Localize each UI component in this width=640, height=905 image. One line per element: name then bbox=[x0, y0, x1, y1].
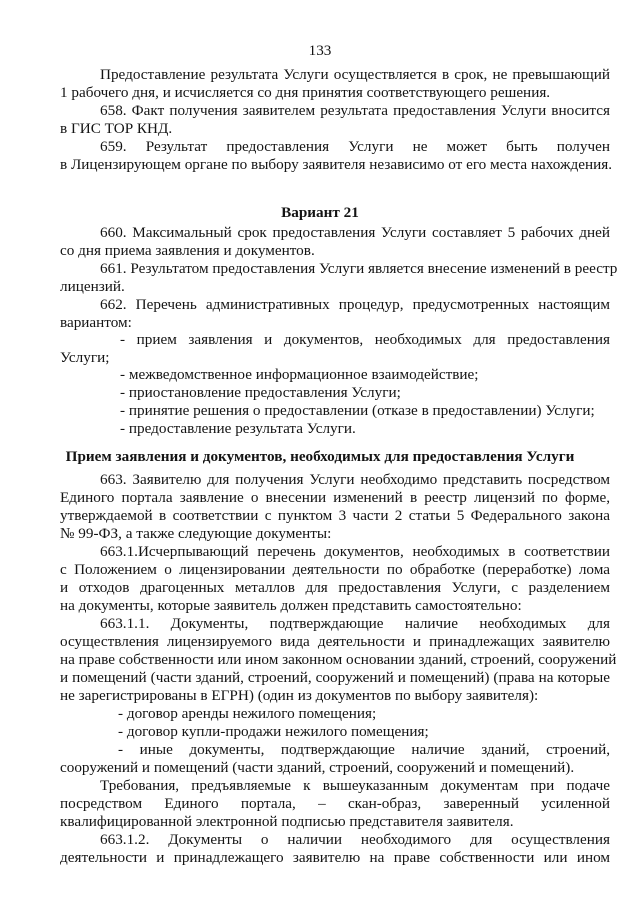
text-line: на документы, которые заявитель должен представить самостоятельно: bbox=[60, 597, 522, 614]
section-heading: Прием заявления и документов, необходимых для предоставления Услуги bbox=[65, 448, 575, 465]
text-line: 663.1.2. Документы о наличии необходимого для осуществления bbox=[100, 831, 610, 848]
text-line: 663.1.1. Документы, подтверждающие наличие необходимых для bbox=[100, 615, 610, 632]
list-item: - иные документы, подтверждающие наличие зданий, строений, bbox=[118, 741, 610, 758]
text-line: 662. Перечень административных процедур, предусмотренных настоящим bbox=[100, 296, 610, 313]
text-line: Услуги; bbox=[60, 349, 110, 366]
list-item: - предоставление результата Услуги. bbox=[120, 420, 356, 437]
list-item: - принятие решения о предоставлении (отказе в предоставлении) Услуги; bbox=[120, 402, 595, 419]
text-line: 663.1.Исчерпывающий перечень документов, необходимых в соответствии bbox=[100, 543, 610, 560]
text-line: в Лицензирующем органе по выбору заявителя независимо от его места нахождения. bbox=[60, 156, 612, 173]
text-line: и помещений (части зданий, строений, сооружений и помещений) (права на которые bbox=[60, 669, 610, 686]
text-line: № 99-ФЗ, а также следующие документы: bbox=[60, 525, 332, 542]
text-line: 658. Факт получения заявителем результата предоставления Услуги вносится bbox=[100, 102, 610, 119]
text-line: не зарегистрированы в ЕГРН) (один из документов по выбору заявителя): bbox=[60, 687, 539, 704]
text-line: на праве собственности или ином законном основании зданий, строений, сооружений bbox=[60, 651, 617, 668]
list-item: - прием заявления и документов, необходимых для предоставления bbox=[120, 331, 610, 348]
text-line: со дня приема заявления и документов. bbox=[60, 242, 315, 259]
text-line: 1 рабочего дня, и исчисляется со дня принятия соответствующего решения. bbox=[60, 84, 551, 101]
text-line: с Положением о лицензировании деятельности по обработке (переработке) лома bbox=[60, 561, 610, 578]
text-line: Предоставление результата Услуги осуществляется в срок, не превышающий bbox=[100, 66, 610, 83]
text-line: деятельности и принадлежащего заявителю на праве собственности или ином bbox=[60, 849, 610, 866]
text-line: утверждаемой в соответствии с пунктом 3 части 2 статьи 5 Федерального закона bbox=[60, 507, 610, 524]
page-number: 133 bbox=[308, 42, 332, 59]
text-line: Требования, предъявляемые к вышеуказанным документам при подаче bbox=[100, 777, 610, 794]
text-line: и отходов драгоценных металлов для предоставления Услуги, с разделением bbox=[60, 579, 610, 596]
text-line: 659. Результат предоставления Услуги не может быть получен bbox=[100, 138, 610, 155]
section-heading: Вариант 21 bbox=[281, 204, 359, 221]
text-line: квалифицированной электронной подписью представителя заявителя. bbox=[60, 813, 514, 830]
text-line: сооружений и помещений (части зданий, строений, сооружений и помещений). bbox=[60, 759, 575, 776]
text-line: 660. Максимальный срок предоставления Услуги составляет 5 рабочих дней bbox=[100, 224, 610, 241]
list-item: - межведомственное информационное взаимодействие; bbox=[120, 366, 479, 383]
list-item: - договор купли-продажи нежилого помещения; bbox=[118, 723, 429, 740]
text-line: лицензий. bbox=[60, 278, 125, 295]
text-line: 663. Заявителю для получения Услуги необходимо представить посредством bbox=[100, 471, 610, 488]
text-line: вариантом: bbox=[60, 314, 132, 331]
text-line: посредством Единого портала, – скан-образ, заверенный усиленной bbox=[60, 795, 610, 812]
list-item: - приостановление предоставления Услуги; bbox=[120, 384, 401, 401]
list-item: - договор аренды нежилого помещения; bbox=[118, 705, 377, 722]
text-line: в ГИС ТОР КНД. bbox=[60, 120, 173, 137]
text-line: Единого портала заявление о внесении изменений в реестр лицензий по форме, bbox=[60, 489, 610, 506]
text-line: осуществления лицензируемого вида деятельности и принадлежащих заявителю bbox=[60, 633, 610, 650]
text-line: 661. Результатом предоставления Услуги является внесение изменений в реестр bbox=[100, 260, 618, 277]
